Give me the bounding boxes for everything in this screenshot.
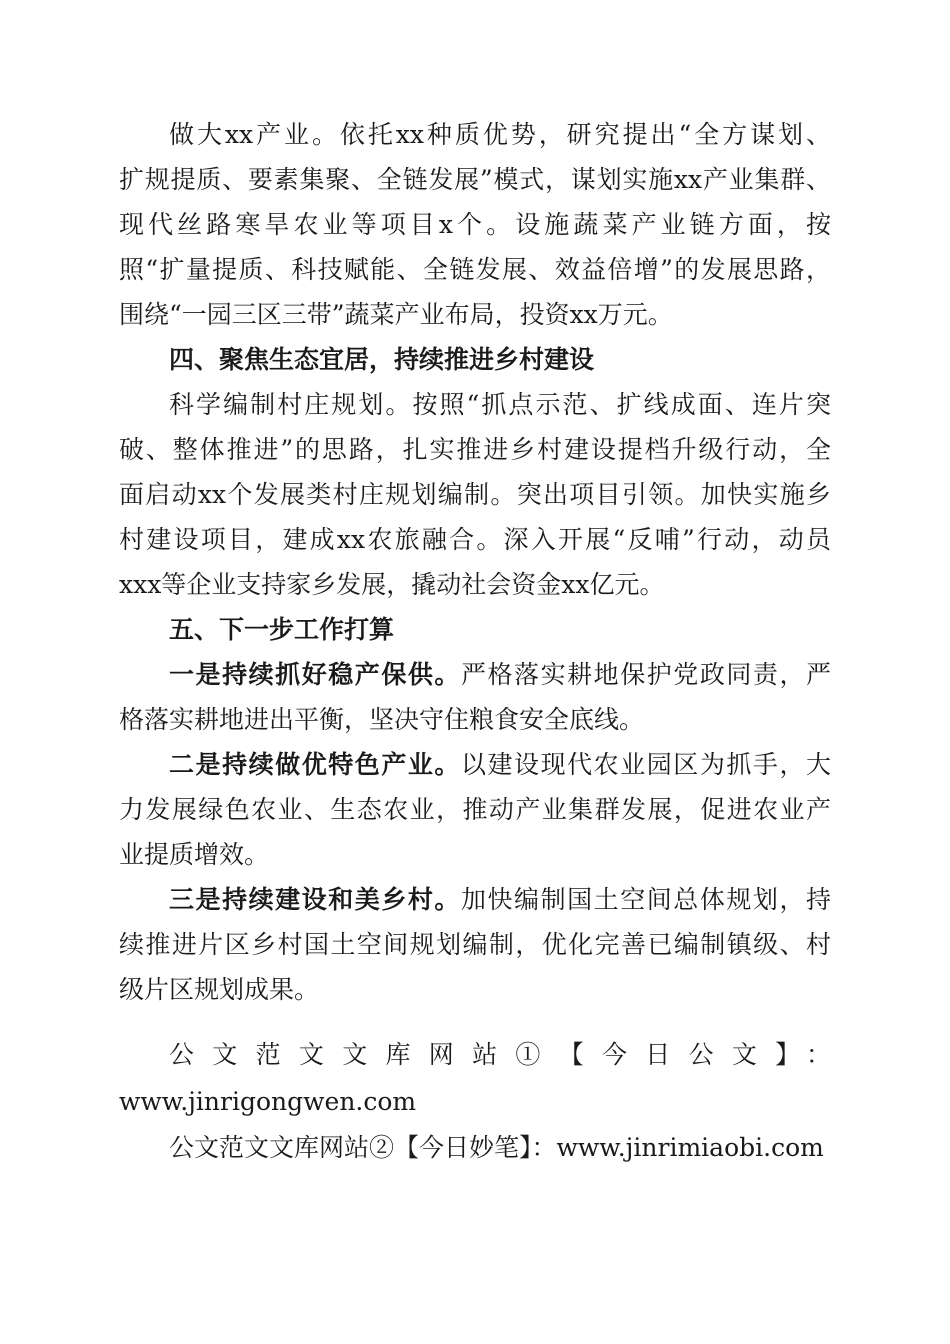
item-2-line-2: 力发展绿色农业、生态农业，推动产业集群发展，促进农业产 — [119, 795, 831, 824]
item-2-text: 以建设现代农业园区为抓手，大 — [460, 750, 831, 779]
paragraph-2-line-4: 村建设项目，建成xx农旅融合。深入开展“反哺”行动，动员 — [119, 525, 831, 554]
item-3-line-1 — [169, 883, 831, 917]
paragraph-2-line-3: 面启动xx个发展类村庄规划编制。突出项目引领。加快实施乡 — [119, 480, 831, 509]
paragraph-2-line-2: 破、整体推进”的思路，扎实推进乡村建设提档升级行动，全 — [119, 435, 831, 464]
section-heading-5: 五、下一步工作打算 — [169, 615, 395, 644]
website-1-label: 公文范文文库网站①【今日公文】： — [169, 1040, 831, 1069]
paragraph-1-line-1: 做大xx产业。依托xx种质优势，研究提出“全方谋划、 — [169, 120, 831, 149]
paragraph-2-line-5: xxx等企业支持家乡发展，撬动社会资金xx亿元。 — [119, 570, 665, 599]
item-3-lead: 三是持续建设和美乡村。 — [169, 885, 461, 914]
website-2-line: 公文范文文库网站②【今日妙笔】：www.jinrimiaobi.com — [169, 1133, 824, 1162]
item-2-line-1 — [169, 748, 831, 782]
item-3-text: 加快编制国土空间总体规划，持 — [460, 885, 831, 914]
section-heading-4: 四、聚焦生态宜居，持续推进乡村建设 — [169, 345, 595, 374]
item-1-lead: 一是持续抓好稳产保供。 — [169, 660, 461, 689]
paragraph-2-line-1: 科学编制村庄规划。按照“抓点示范、扩线成面、连片突 — [169, 390, 831, 419]
paragraph-1-line-4: 照“扩量提质、科技赋能、全链发展、效益倍增”的发展思路， — [119, 255, 831, 284]
paragraph-1-line-2: 扩规提质、要素集聚、全链发展”模式，谋划实施xx产业集群、 — [119, 165, 831, 194]
item-2-line-3: 业提质增效。 — [119, 840, 270, 869]
paragraph-1-line-5: 围绕“一园三区三带”蔬菜产业布局，投资xx万元。 — [119, 300, 673, 329]
item-1-line-1 — [169, 658, 831, 692]
item-2-lead: 二是持续做优特色产业。 — [169, 750, 461, 779]
item-1-text: 严格落实耕地保护党政同责，严 — [460, 660, 831, 689]
item-3-line-3: 级片区规划成果。 — [119, 975, 320, 1004]
item-1-line-2: 格落实耕地进出平衡，坚决守住粮食安全底线。 — [119, 705, 645, 734]
item-3-line-2: 续推进片区乡村国土空间规划编制，优化完善已编制镇级、村 — [119, 930, 831, 959]
paragraph-1-line-3: 现代丝路寒旱农业等项目x个。设施蔬菜产业链方面，按 — [119, 210, 831, 239]
website-1-url: www.jinrigongwen.com — [119, 1087, 417, 1116]
